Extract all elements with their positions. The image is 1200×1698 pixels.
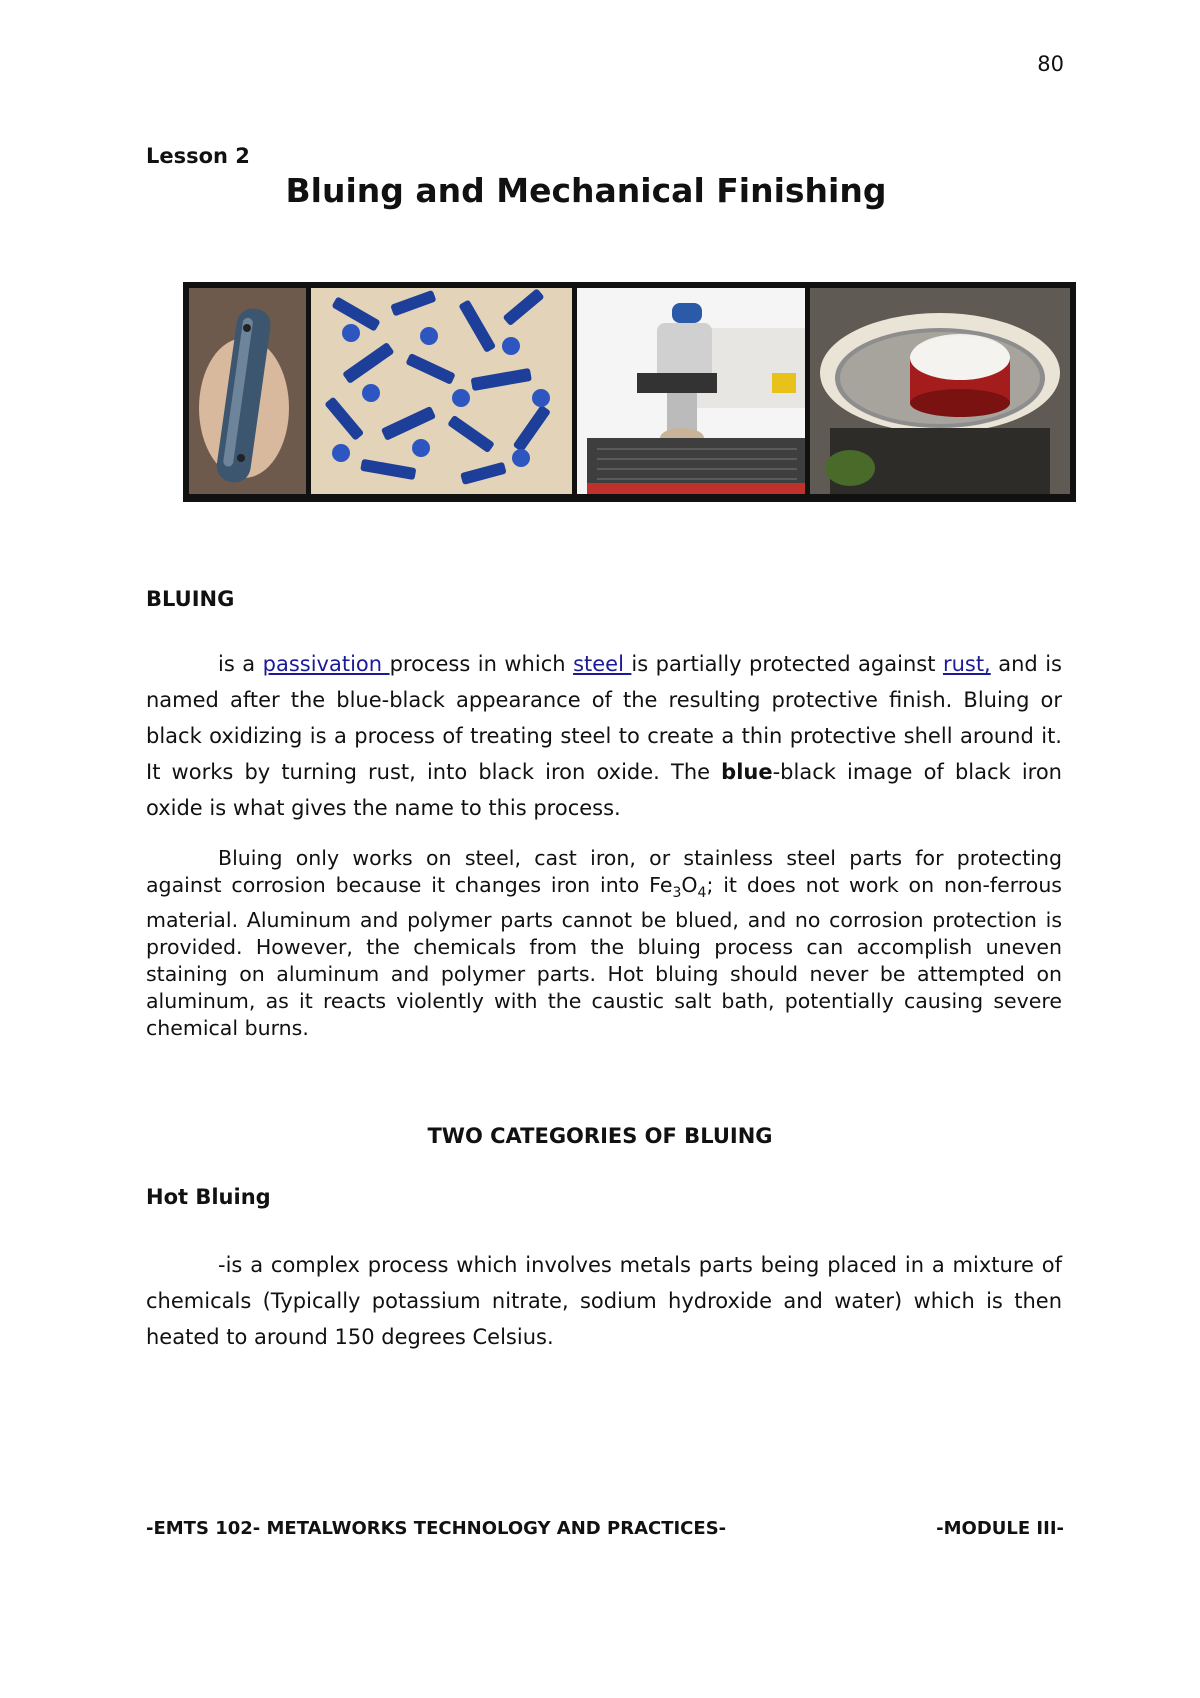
para-text: is a [218,652,263,676]
para-text: O [681,873,698,897]
para-text: ; it does not work on non-ferrous material. Aluminum and polymer parts cannot be blued, and no corrosion protection is provided. However, the chemicals from the bluing process can accomplish uneven staining on aluminum and polymer parts. Hot bluing should never be attempted on aluminum, as it reacts violently with the caustic salt bath, potentially causing severe chemical burns. [146,873,1062,1041]
photo-polishing-machine [577,288,805,494]
bluing-definition-paragraph [146,646,1062,826]
photo-vibratory-tumbler [810,288,1070,494]
para-text: process in which [389,652,574,676]
para-text: is partially protected against [631,652,943,676]
bold-word-blue: blue [721,760,773,784]
photo-blued-part-in-hand [189,288,306,494]
categories-heading: TWO CATEGORIES OF BLUING [427,1124,773,1148]
section-heading-bluing: BLUING [146,587,235,611]
bluing-materials-paragraph [146,845,1062,1042]
subscript-3: 3 [672,885,682,902]
para-text: -black image of black iron oxide is what gives the name to this process. [146,760,1062,820]
photo-blued-screws [311,288,572,494]
footer-module: -MODULE III- [936,1518,1064,1539]
hot-bluing-heading: Hot Bluing [146,1185,271,1209]
passivation-link[interactable]: passivation [262,652,390,676]
lesson-label: Lesson 2 [146,144,250,168]
page-number: 80 [1037,52,1064,76]
page-title: Bluing and Mechanical Finishing [285,171,887,210]
subscript-4: 4 [697,885,707,902]
hot-bluing-paragraph [146,1247,1062,1355]
steel-link[interactable]: steel [573,652,632,676]
para-text: and is named after the blue-black appearance of the resulting protective finish. Bluing or black oxidizing is a process of treating steel to create a thin protective shell around it. It works by turning rust, into black iron oxide. The [146,652,1062,784]
photo-collage [183,282,1076,502]
para-text: Bluing only works on steel, cast iron, or stainless steel parts for protecting against corrosion because it changes iron into Fe [146,846,1062,897]
para-text: -is a complex process which involves metals parts being placed in a mixture of chemicals (Typically potassium nitrate, sodium hydroxide and water) which is then heated to around 150 degrees Celsius. [146,1253,1062,1349]
footer-course: -EMTS 102- METALWORKS TECHNOLOGY AND PRACTICES- [146,1518,727,1539]
rust-link[interactable]: rust, [942,652,991,676]
